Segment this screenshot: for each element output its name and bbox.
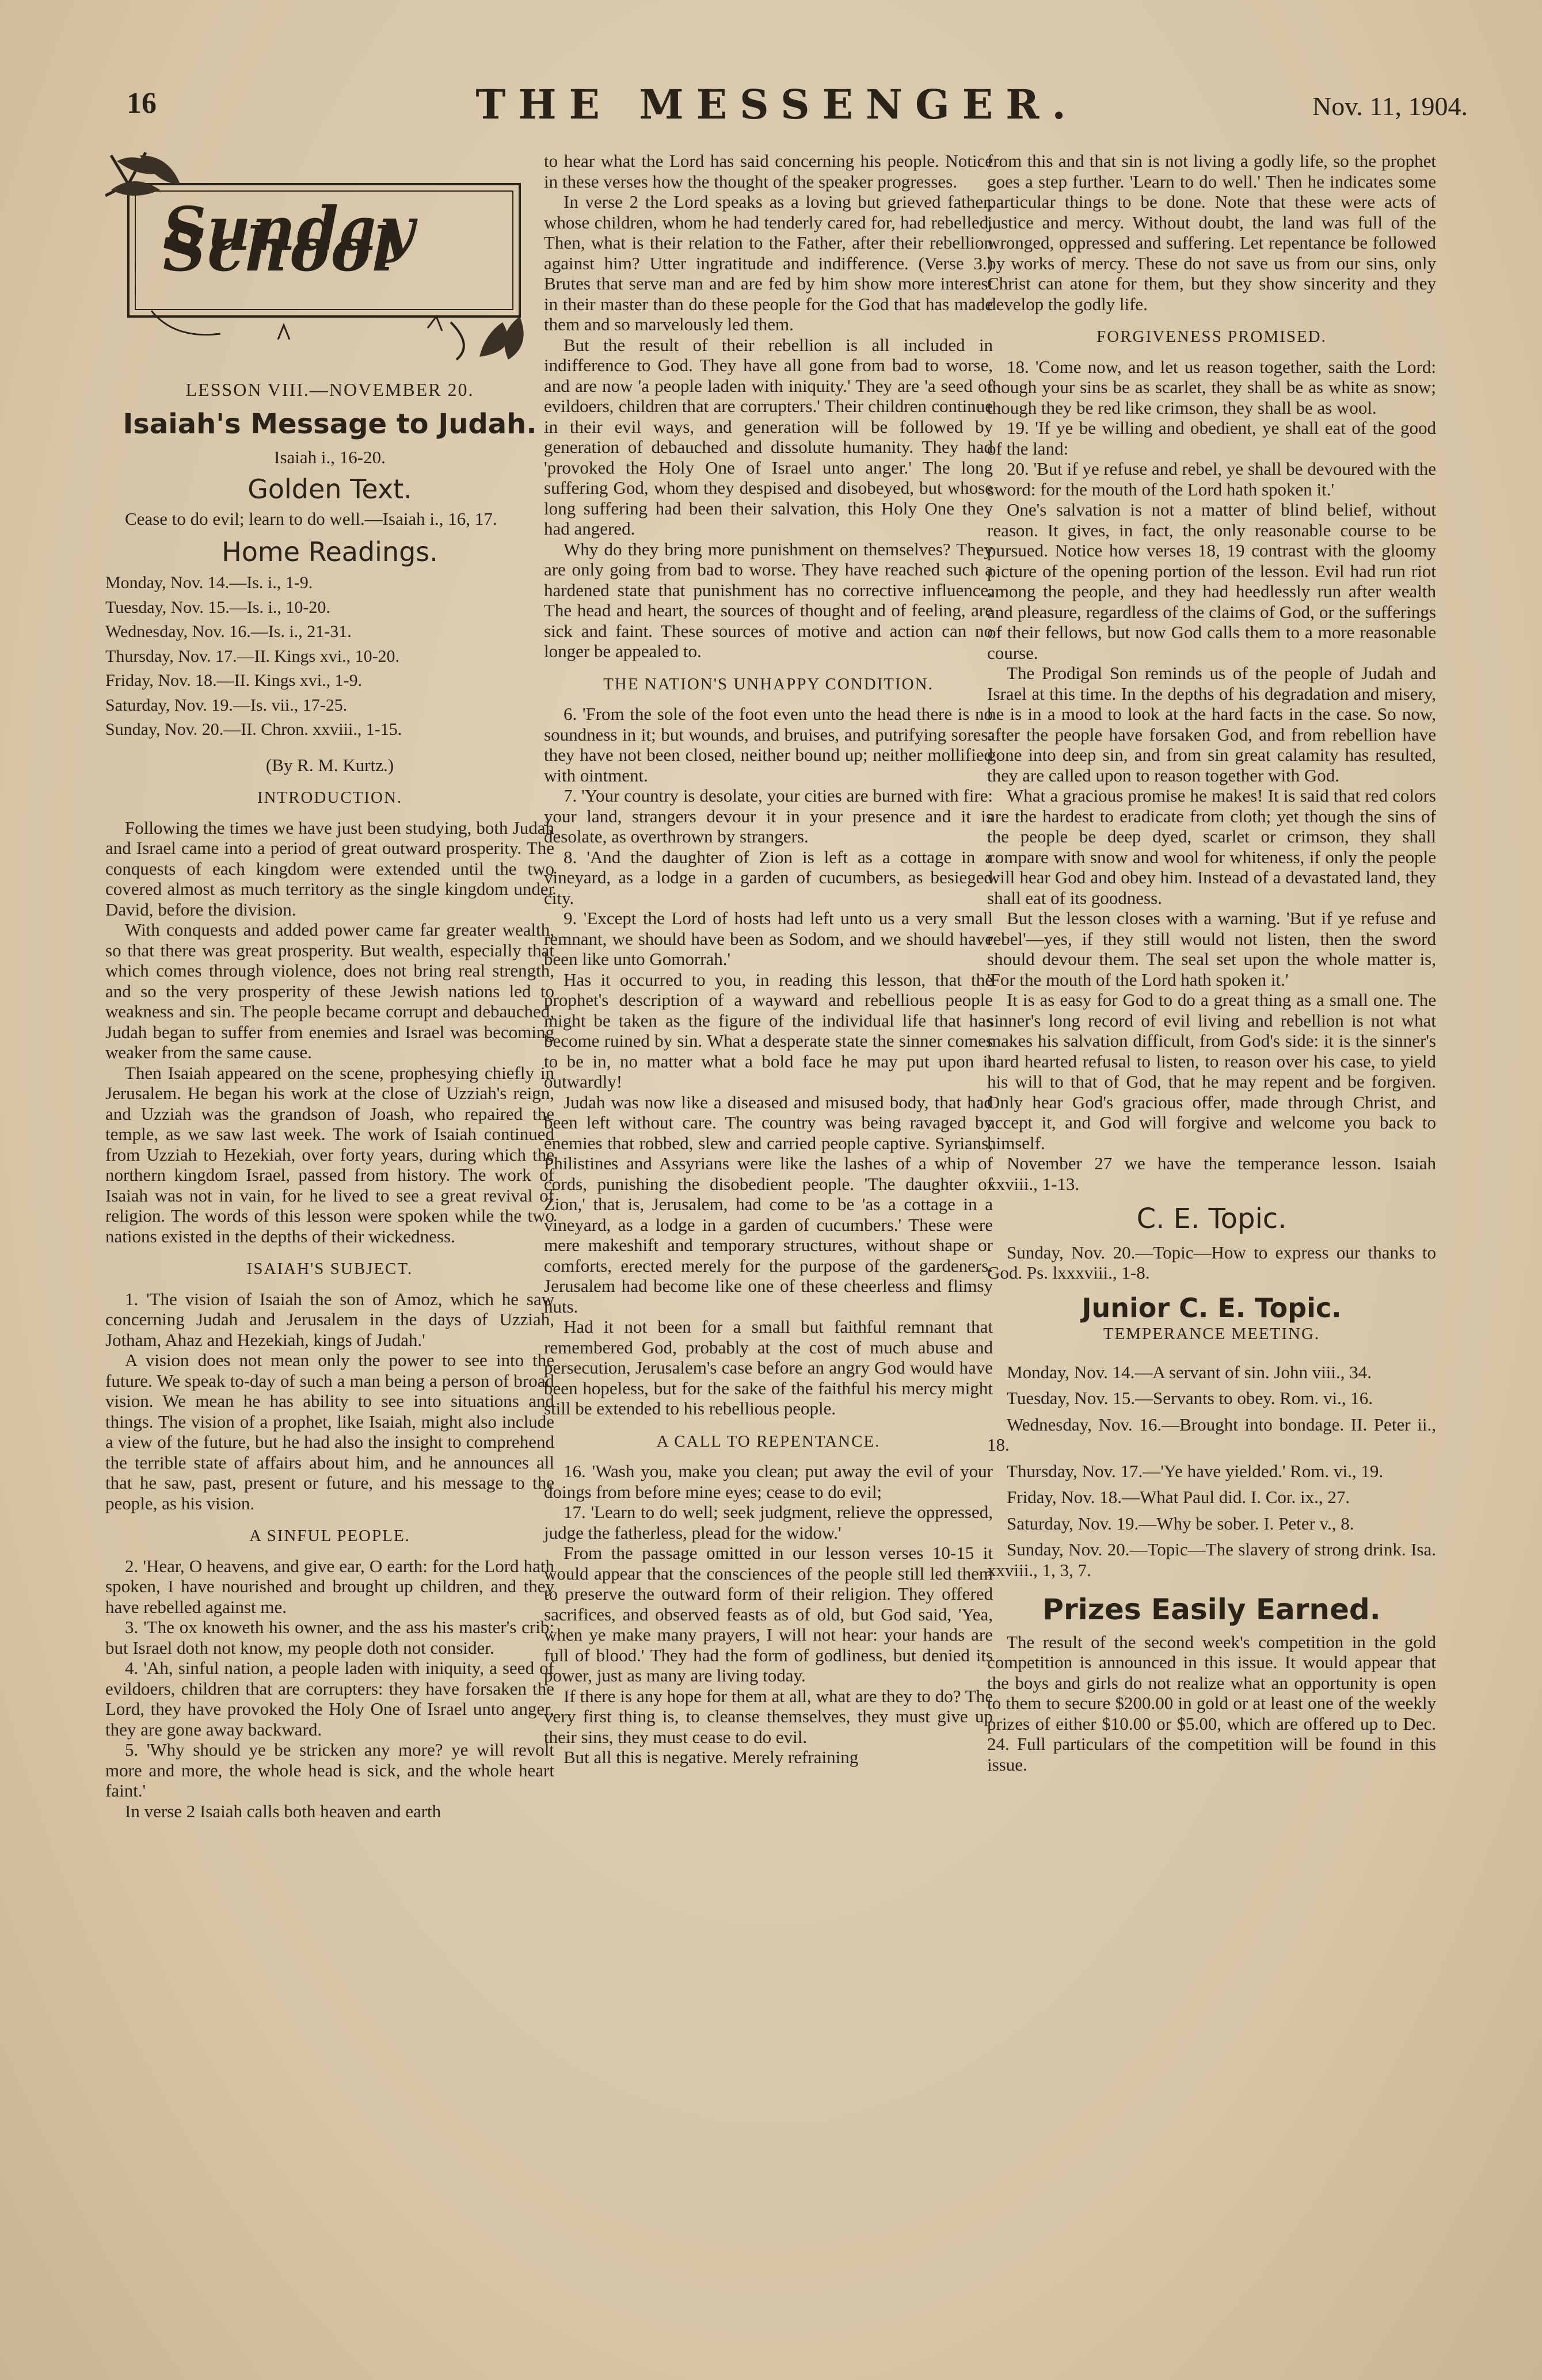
condition-heading: THE NATION'S UNHAPPY CONDITION.	[603, 674, 934, 693]
paragraph: A vision does not mean only the power to see into the future. We speak to-day of such a man being a person of broad vision. We mean he has ability to see into situations and things. The vision of a prophet, like Isaiah, might also include a view of the future, but he had also the insight to comprehend the terrible state of affairs about him, and he announces all that he saw, past, present or future, and his message to the people, as his vision.	[105, 1350, 554, 1513]
paragraph: November 27 we have the temperance lesson. Isaiah xxviii., 1-13.	[987, 1153, 1436, 1194]
lesson-reference: Isaiah i., 16-20.	[274, 447, 386, 467]
paragraph: 5. 'Why should ye be stricken any more? ye will revolt more and more, the whole head is sick, and the whole heart faint.'	[105, 1740, 554, 1801]
golden-text-heading: Golden Text.	[248, 473, 412, 505]
paragraph: 9. 'Except the Lord of hosts had left unto us a very small remnant, we should have been as Sodom, and we should have been like unto Gomorrah.'	[544, 908, 993, 969]
ce-topic-heading: C. E. Topic.	[1136, 1203, 1287, 1235]
junior-topic-item: Wednesday, Nov. 16.—Brought into bondage. II. Peter ii., 18.	[987, 1414, 1436, 1455]
reading-item: Thursday, Nov. 17.—II. Kings xvi., 10-20.	[105, 646, 400, 666]
reading-item: Monday, Nov. 14.—Is. i., 1-9.	[105, 573, 313, 592]
paragraph: The Prodigal Son reminds us of the people of Judah and Israel at this time. In the depths of his degradation and misery, he is in a mood to look at the hard facts in the case. So now, after the people have forsaken God, and from rebellion have gone into deep sin, and from sin great calamity has resulted, they are called upon to reason together with God.	[987, 663, 1436, 785]
paragraph: But the lesson closes with a warning. 'But if ye refuse and rebel'—yes, if they still would not listen, then the sword should devour them. The seal set upon the whole matter is, 'For the mouth of the Lord hath spoken it.'	[987, 908, 1436, 990]
junior-topic-item: Tuesday, Nov. 15.—Servants to obey. Rom. vi., 16.	[1007, 1388, 1373, 1408]
paragraph: But the result of their rebellion is all included in indifference to God. They have all gone from bad to worse, and are now 'a people laden with iniquity.' They are 'a seed of evildoers, children that are corrupters.' Their children continue in their evil ways, and generation will be followed by generation of debauched and dissolute humanity. They had 'provoked the Holy One of Israel unto anger.' The long suffering God, whom they despised and disobeyed, but whose long suffering had been their salvation, this Holy One they had angered.	[544, 334, 993, 539]
paragraph: 18. 'Come now, and let us reason together, saith the Lord: though your sins be as scarlet, they shall be as white as snow; though they be red like crimson, they shall be as wool.	[987, 356, 1436, 418]
column-1	[105, 150, 554, 1821]
reading-item: Saturday, Nov. 19.—Is. vii., 17-25.	[105, 695, 348, 715]
paragraph: Has it occurred to you, in reading this lesson, that the prophet's description of a wayward and rebellious people might be taken as the figure of the individual life that has become ruined by sin. What a desperate state the sinner comes to be in, no matter what a bold face he may put upon it outwardly!	[544, 969, 993, 1092]
paragraph: Had it not been for a small but faithful remnant that remembered God, probably at the cost of much abuse and persecution, Jerusalem's case before an angry God would have been hopeless, but for the sake of the faithful his mercy might still be extended to his rebellious people.	[544, 1317, 993, 1418]
paragraph: 2. 'Hear, O heavens, and give ear, O earth: for the Lord hath spoken, I have nourished and brought up children, and they have rebelled against me.	[105, 1555, 554, 1617]
golden-text: Cease to do evil; learn to do well.—Isaiah i., 16, 17.	[125, 509, 497, 529]
paragraph: from this and that sin is not living a godly life, so the prophet goes a step further. 'Learn to do well.' Then he indicates some particular things to be done. Note that these were acts of justice and mercy. Without doubt, the land was full of the wronged, oppressed and suffering. Let repentance be followed by works of mercy. These do not save us from our sins, only Christ can atone for them, but they show sincerity and they develop the godly life.	[987, 151, 1436, 314]
paragraph: to hear what the Lord has said concerning his people. Notice in these verses how the thought of the speaker progresses.	[544, 151, 993, 192]
reading-item: Tuesday, Nov. 15.—Is. i., 10-20.	[105, 597, 330, 617]
junior-topic-item: Friday, Nov. 18.—What Paul did. I. Cor. ix., 27.	[1007, 1487, 1350, 1507]
junior-topic-item: Thursday, Nov. 17.—'Ye have yielded.' Rom. vi., 19.	[1007, 1460, 1384, 1481]
paragraph: 3. 'The ox knoweth his owner, and the ass his master's crib: but Israel doth not know, my people doth not consider.	[105, 1617, 554, 1658]
paragraph: In verse 2 the Lord speaks as a loving but grieved father, whose children, whom he had tenderly cared for, had rebelled. Then, what is their relation to the Father, after their rebellion against him? Utter ingratitude and indifference. (Verse 3.) Brutes that serve man and are fed by him show more interest in their master than do these people for the God that has made them and so marvelously led them.	[544, 192, 993, 334]
paragraph: 17. 'Learn to do well; seek judgment, relieve the oppressed, judge the fatherless, plead for the widow.'	[544, 1502, 993, 1543]
page-header	[86, 75, 1468, 132]
temperance-meeting-heading: TEMPERANCE MEETING.	[1103, 1325, 1320, 1343]
reading-item: Wednesday, Nov. 16.—Is. i., 21-31.	[105, 622, 352, 641]
junior-topic-item: Saturday, Nov. 19.—Why be sober. I. Peter v., 8.	[1007, 1513, 1354, 1534]
ce-topic-text: Sunday, Nov. 20.—Topic—How to express our thanks to God. Ps. lxxxviii., 1-8.	[987, 1242, 1436, 1283]
paragraph: 20. 'But if ye refuse and rebel, ye shall be devoured with the sword: for the mouth of the Lord hath spoken it.'	[987, 459, 1436, 499]
sunday-school-lettering: Sunday School	[163, 193, 416, 285]
column-2	[544, 151, 993, 1768]
paragraph: 19. 'If ye be willing and obedient, ye shall eat of the good of the land:	[987, 418, 1436, 459]
lesson-title: Isaiah's Message to Judah.	[123, 407, 537, 440]
junior-ce-topic-heading: Junior C. E. Topic.	[1082, 1292, 1342, 1324]
home-readings-heading: Home Readings.	[222, 536, 438, 567]
paragraph: 6. 'From the sole of the foot even unto the head there is no soundness in it; but wounds, and bruises, and putrifying sores: they have not been closed, neither bound up; neither mollified with ointment.	[544, 704, 993, 785]
paragraph: Judah was now like a diseased and misused body, that had been left without care. The country was being ravaged by enemies that robbed, slew and carried people captive. Syrians, Philistines and Assyrians were like the lashes of a whip of cords, punishing the disobedient people. 'The daughter of Zion,' that is, Jerusalem, had come to be 'as a cottage in a vineyard, as a lodge in a garden of cucumbers.' These were mere makeshift and temporary structures, without shape or comforts, erected merely for the purpose of the gardeners. Jerusalem had become like one of these cheerless and flimsy huts.	[544, 1092, 993, 1317]
subject-heading: ISAIAH'S SUBJECT.	[246, 1260, 413, 1278]
paragraph: With conquests and added power came far greater wealth, so that there was great prosperity. But wealth, especially that which comes through violence, does not bring real strength, and so the very prosperity of these Jewish nations led to weakness and sin. The people became corrupt and debauched, Judah began to suffer from enemies and Israel was becoming weaker from the same cause.	[105, 920, 554, 1062]
paragraph: In verse 2 Isaiah calls both heaven and earth	[125, 1801, 441, 1821]
paragraph: If there is any hope for them at all, what are they to do? The very first thing is, to cleanse themselves, they must give up their sins, they must cease to do evil.	[544, 1685, 993, 1747]
forgiveness-heading: FORGIVENESS PROMISED.	[1096, 327, 1327, 346]
page-number: 16	[127, 87, 157, 120]
paragraph: 16. 'Wash you, make you clean; put away the evil of your doings from before mine eyes; cease to do evil;	[544, 1461, 993, 1502]
paragraph: But all this is negative. Merely refraining	[564, 1747, 859, 1767]
paragraph: 8. 'And the daughter of Zion is left as a cottage in a vineyard, as a lodge in a garden of cucumbers, as besieged city.	[544, 846, 993, 908]
sinful-people-heading: A SINFUL PEOPLE.	[249, 1527, 410, 1545]
paragraph: Why do they bring more punishment on themselves? They are only going from bad to worse. They have reached such a hardened state that punishment has no corrective influence. The head and heart, the sources of thought and of feeling, are sick and faint. These sources of motive and action can no longer be appealed to.	[544, 539, 993, 661]
reading-item: Sunday, Nov. 20.—II. Chron. xxviii., 1-15.	[105, 720, 402, 739]
paragraph: 7. 'Your country is desolate, your cities are burned with fire: your land, strangers devour it in your presence and it is desolate, as overthrown by strangers.	[544, 785, 993, 846]
author-byline: (By R. M. Kurtz.)	[265, 754, 394, 775]
introduction-heading: INTRODUCTION.	[257, 788, 403, 807]
masthead-title: THE MESSENGER.	[475, 81, 1079, 128]
paragraph: 4. 'Ah, sinful nation, a people laden with iniquity, a seed of evildoers, children that are corrupters: they have forsaken the Lord, they have provoked the Holy One of Israel unto anger, they are gone away backward.	[105, 1658, 554, 1740]
paragraph: 1. 'The vision of Isaiah the son of Amoz, which he saw concerning Judah and Jerusalem in the days of Uzziah, Jotham, Ahaz and Hezekiah, kings of Judah.'	[105, 1288, 554, 1350]
prizes-heading: Prizes Easily Earned.	[1042, 1593, 1381, 1626]
prizes-text: The result of the second week's competition in the gold competition is announced in this issue. It would appear that the boys and girls do not realize what an opportunity is open to them to secure $200.00 in gold or at least one of the weekly prizes of either $10.00 or $5.00, which are offered up to Dec. 24. Full particulars of the competition will be found in this issue.	[987, 1631, 1436, 1775]
reading-item: Friday, Nov. 18.—II. Kings xvi., 1-9.	[105, 671, 363, 690]
lesson-number: LESSON VIII.—NOVEMBER 20.	[185, 379, 474, 400]
paragraph: It is as easy for God to do a great thing as a small one. The sinner's long record of evil living and rebellion is not what makes his salvation difficult, from God's side: it is the sinner's hard hearted refusal to listen, to reason over his case, to yield his will to that of God, that he may repent and be forgiven. Only hear God's gracious offer, made through Christ, and accept it, and God will forgive and welcome you back to himself.	[987, 990, 1436, 1153]
junior-topic-item: Sunday, Nov. 20.—Topic—The slavery of strong drink. Isa. xxviii., 1, 3, 7.	[987, 1539, 1436, 1580]
home-readings-list	[105, 573, 554, 740]
paragraph: From the passage omitted in our lesson verses 10-15 it would appear that the consciences of the people still led them to preserve the outward form of their religion. They offered sacrifices, and observed feasts as of old, but God said, 'Yea, when ye make many prayers, I will not hear: your hands are full of blood.' They had the form of godliness, but denied its power, just as many are living today.	[544, 1543, 993, 1685]
column-3	[987, 151, 1436, 1775]
junior-topic-item: Monday, Nov. 14.—A servant of sin. John viii., 34.	[1007, 1361, 1372, 1382]
paragraph: Then Isaiah appeared on the scene, prophesying chiefly in Jerusalem. He began his work at the close of Uzziah's reign, and Uzziah was the grandson of Joash, who repaired the temple, as we saw last week. The work of Isaiah continued from Uzziah to Hezekiah, over forty years, during which the northern kingdom Israel, passed from history. The work of Isaiah was not in vain, for he lived to see a great revival of religion. The words of this lesson were spoken while the two nations existed in the depths of their wickedness.	[105, 1062, 554, 1246]
paragraph: What a gracious promise he makes! It is said that red colors are the hardest to eradicate from cloth; yet though the sins of the people be deep dyed, scarlet or crimson, they shall compare with snow and wool for whiteness, if only the people will hear God and obey him. Instead of a devastated land, they shall eat of its goodness.	[987, 785, 1436, 908]
repentance-heading: A CALL TO REPENTANCE.	[656, 1432, 881, 1451]
paragraph: One's salvation is not a matter of blind belief, without reason. It gives, in fact, the only reasonable course to be pursued. Notice how verses 18, 19 contrast with the gloomy picture of the opening portion of the lesson. Evil had run riot among the people, and they had heedlessly run after wealth and pleasure, regardless of the claims of God, or the sufferings of their fellows, but now God calls them to a more reasonable course.	[987, 499, 1436, 663]
sunday-school-logo	[105, 150, 543, 363]
issue-date: Nov. 11, 1904.	[1312, 91, 1468, 121]
paragraph: Following the times we have just been studying, both Judah and Israel came into a period of great outward prosperity. The conquests of each kingdom were extended until the two covered almost as much territory as the single kingdom under David, before the division.	[105, 817, 554, 920]
